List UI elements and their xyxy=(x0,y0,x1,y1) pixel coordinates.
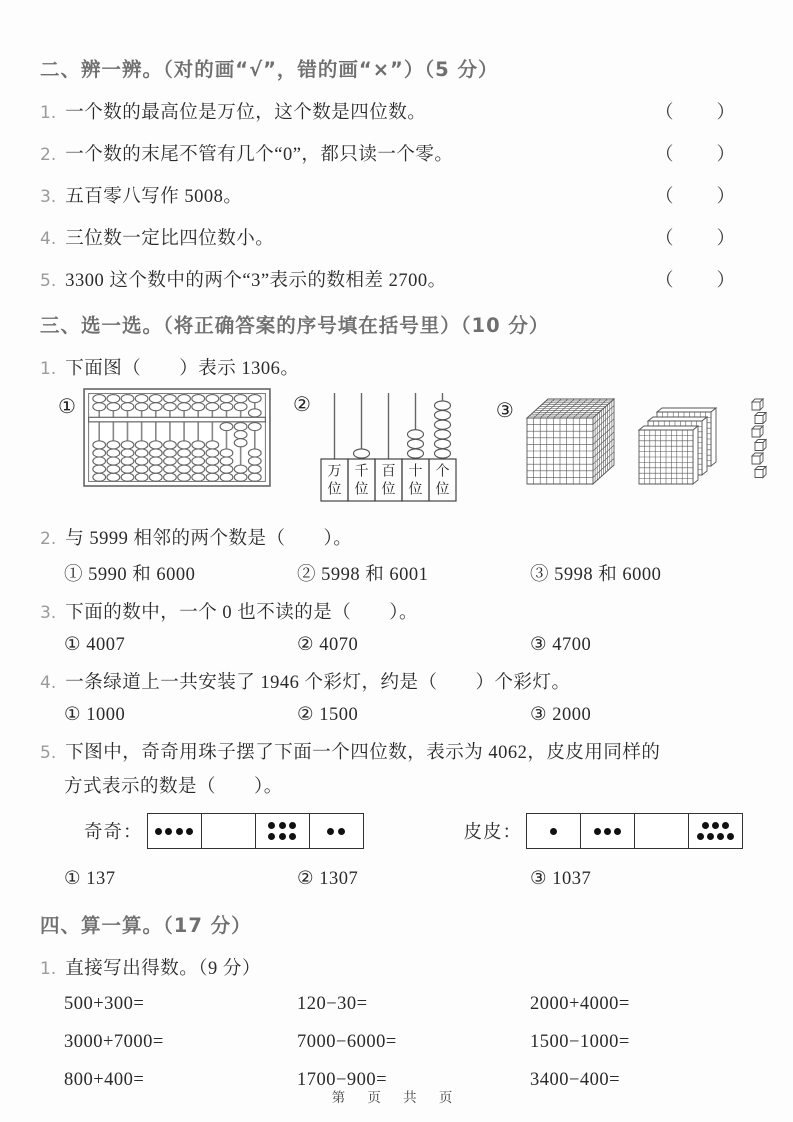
mc-question-2-options xyxy=(0,560,793,586)
answer-bracket: （ ） xyxy=(654,103,737,123)
section-4-heading: 四、算一算。（17 分） xyxy=(40,914,252,937)
question-number: 1. xyxy=(40,359,57,379)
svg-text:位: 位 xyxy=(327,482,342,498)
answer-bracket: （ ） xyxy=(654,145,737,165)
svg-text:位: 位 xyxy=(381,482,396,498)
figure-abacus xyxy=(58,388,271,487)
calc-problem: 1700−900= xyxy=(297,1070,388,1090)
qiqi-strip xyxy=(147,813,364,849)
answer-bracket: （ ） xyxy=(654,187,737,207)
question-text: 下面图（ ）表示 1306。 xyxy=(65,359,300,379)
item-number: 2. xyxy=(40,145,57,165)
svg-text:百: 百 xyxy=(381,464,396,480)
tf-item-5 xyxy=(0,266,793,292)
question-number: 3. xyxy=(40,603,57,623)
item-text: 五百零八写作 5008。 xyxy=(65,187,243,207)
abacus-drawing xyxy=(83,388,271,487)
option: ② 1500 xyxy=(297,705,359,725)
option: ③ 5998 和 6000 xyxy=(530,565,662,585)
sub-text: 直接写出得数。（9 分） xyxy=(65,959,261,979)
section-2-heading: 二、辨一辨。（对的画“√”，错的画“×”）（5 分） xyxy=(40,58,499,81)
question-number: 2. xyxy=(40,529,57,549)
option: ② 4070 xyxy=(297,635,359,655)
question-text: 一条绿道上一共安装了 1946 个彩灯，约是（ ）个彩灯。 xyxy=(65,673,571,693)
mc-question-4-options xyxy=(0,704,793,726)
item-text: 一个数的末尾不管有几个“0”，都只读一个零。 xyxy=(65,145,454,165)
mc-question-3 xyxy=(0,598,793,624)
mc-question-3-options xyxy=(0,634,793,656)
tf-item-4-body xyxy=(40,224,274,250)
figure-2-label: ② xyxy=(292,394,311,416)
bead-cell xyxy=(201,814,255,848)
tf-item-2 xyxy=(0,140,793,166)
q1-figures xyxy=(58,388,793,514)
mc-question-2 xyxy=(0,524,793,550)
tf-item-4 xyxy=(0,224,793,250)
calc-problem: 3400−400= xyxy=(530,1070,621,1090)
calc-problem: 7000−6000= xyxy=(297,1032,397,1052)
section-3-heading: 三、选一选。（将正确答案的序号填在括号里）（10 分） xyxy=(40,314,550,337)
svg-text:个: 个 xyxy=(435,464,450,480)
answer-bracket: （ ） xyxy=(654,271,737,291)
item-text: 一个数的最高位是万位，这个数是四位数。 xyxy=(65,103,427,123)
calc-problem: 500+300= xyxy=(64,994,145,1014)
tf-item-3 xyxy=(0,182,793,208)
item-number: 5. xyxy=(40,271,57,291)
question-text: 与 5999 相邻的两个数是（ ）。 xyxy=(65,529,353,549)
page-footer: 第 页 共 页 xyxy=(331,1090,462,1106)
bead-cell xyxy=(255,814,309,848)
tf-item-5-body xyxy=(40,266,447,292)
mc-question-5-line1 xyxy=(0,738,793,764)
tf-item-2-body xyxy=(40,140,453,166)
tf-item-1 xyxy=(0,98,793,124)
svg-text:万: 万 xyxy=(327,464,342,480)
option: ① 1000 xyxy=(64,705,126,725)
option: ② 1307 xyxy=(297,869,359,889)
tf-item-1-body xyxy=(40,98,426,124)
calc-problem: 1500−1000= xyxy=(530,1032,630,1052)
svg-text:位: 位 xyxy=(435,482,450,498)
mc-question-1 xyxy=(0,354,793,380)
item-number: 4. xyxy=(40,229,57,249)
question-number: 4. xyxy=(40,673,57,693)
calc-problem: 800+400= xyxy=(64,1070,145,1090)
mc-question-5-options xyxy=(0,868,793,890)
figure-place-value xyxy=(293,388,460,504)
base10-blocks-drawing xyxy=(521,388,771,500)
option: ② 5998 和 6001 xyxy=(297,565,429,585)
figure-1-label: ① xyxy=(58,396,76,418)
option: ① 4007 xyxy=(64,635,126,655)
bead-cell xyxy=(580,814,634,848)
sub-number: 1. xyxy=(40,959,57,979)
item-text: 三位数一定比四位数小。 xyxy=(65,229,275,249)
tf-item-3-body xyxy=(40,182,242,208)
calc-problem: 2000+4000= xyxy=(530,994,630,1014)
answer-bracket: （ ） xyxy=(654,229,737,249)
svg-text:位: 位 xyxy=(408,482,423,498)
option: ③ 4700 xyxy=(530,635,592,655)
q5-bead-strips xyxy=(84,812,793,850)
mc-question-4 xyxy=(0,668,793,694)
svg-text:十: 十 xyxy=(408,464,423,480)
question-text: 下面的数中，一个 0 也不读的是（ ）。 xyxy=(65,603,418,623)
bead-cell xyxy=(634,814,688,848)
place-value-drawing xyxy=(318,388,460,504)
option: ① 5990 和 6000 xyxy=(64,565,196,585)
bead-cell xyxy=(688,814,742,848)
option: ① 137 xyxy=(64,869,116,889)
option: ③ 2000 xyxy=(530,705,592,725)
pipi-strip xyxy=(526,813,743,849)
question-number: 5. xyxy=(40,743,57,763)
item-text: 3300 这个数中的两个“3”表示的数相差 2700。 xyxy=(65,271,447,291)
question-text: 方式表示的数是（ ）。 xyxy=(64,777,283,797)
bead-cell xyxy=(148,814,201,848)
bead-cell xyxy=(527,814,580,848)
question-text: 下图中，奇奇用珠子摆了下面一个四位数，表示为 4062，皮皮用同样的 xyxy=(65,743,661,763)
bead-cell xyxy=(309,814,363,848)
svg-text:位: 位 xyxy=(354,482,369,498)
figure-3-label: ③ xyxy=(495,400,514,422)
calc-problem: 3000+7000= xyxy=(64,1032,164,1052)
calc-problem-grid xyxy=(0,994,793,1091)
svg-text:千: 千 xyxy=(354,464,369,480)
item-number: 3. xyxy=(40,187,57,207)
calc-subheading xyxy=(0,954,793,980)
mc-question-5-line2 xyxy=(0,772,793,798)
option: ③ 1037 xyxy=(530,869,592,889)
item-number: 1. xyxy=(40,103,57,123)
pipi-label: 皮皮： xyxy=(463,823,523,843)
qiqi-label: 奇奇： xyxy=(84,823,143,843)
calc-problem: 120−30= xyxy=(297,994,368,1014)
figure-base10-blocks xyxy=(496,388,771,500)
